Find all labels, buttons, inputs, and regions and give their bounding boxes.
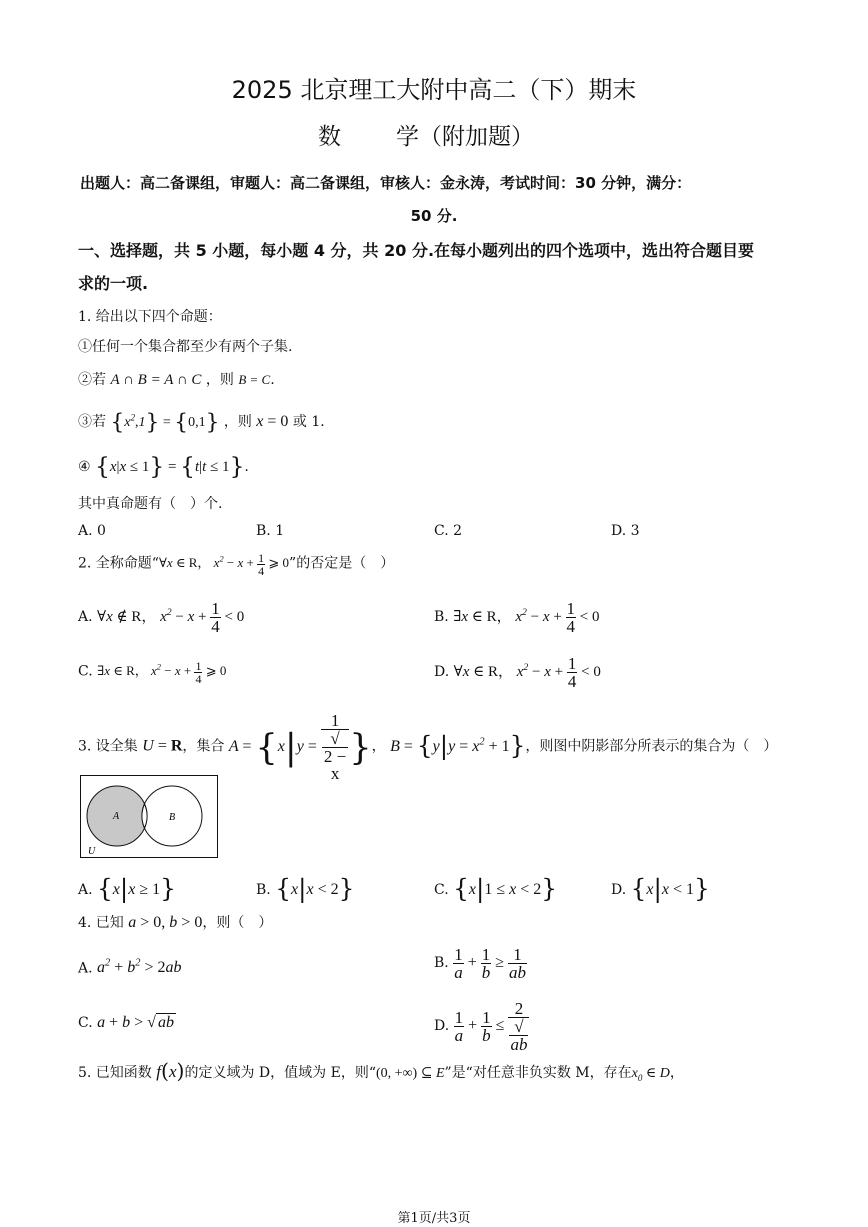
q2-option-c[interactable]: C. ∃x ∈ R， $x^2 - x$ + $\frac{1}{4}$ ⩾ 0 [78, 659, 227, 686]
set-b-label: B [169, 812, 176, 823]
q3-option-c[interactable]: C. {x|1 ≤ x < 2} [434, 874, 558, 903]
q1-option-a[interactable]: A. 0 [78, 523, 106, 539]
q2-stem: 2. 全称命题“∀x ∈ R， $x^2 - x$ + $\frac{1}{4}$ ⩾ 0”的否定是（ ） [78, 551, 395, 578]
q2-option-a[interactable]: A. ∀x ∉ R， $x^2 - x$ + $\frac{1}{4}$ < 0 [78, 599, 245, 636]
set-a-label: A [113, 811, 120, 822]
q4-option-c[interactable]: C. a + b > √ ab [78, 1014, 174, 1031]
q1-option-d[interactable]: D. 3 [611, 523, 640, 539]
q3-stem: 3. 设全集 U = R，集合 A = {x|y = 1 √ 2 − x }， $B = \{y|y = x^2 + 1\}$，则图中阴影部分所表示的集合为（ ） [78, 711, 778, 783]
subject-right: 学（附加题） [396, 124, 534, 150]
page-number: 第1页/共3页 [397, 1211, 471, 1226]
q1-stem: 1. 给出以下四个命题： [78, 309, 222, 325]
q4-option-b[interactable]: B. $\frac{1}{a}$ + $\frac{1}{b}$ ≥ $\frac{1}{ab}$ [434, 945, 527, 982]
q2-option-d[interactable]: D. ∀x ∈ R， $x^2 - x$ + $\frac{1}{4}$ < 0 [434, 654, 601, 691]
q5-stem: 5. 已知函数 f(x)的定义域为 D，值域为 E，则“(0, +∞) ⊆ E”是“对任意非负实数 M，存在$x_0$ ∈ D， [78, 1059, 684, 1083]
q1-proposition-4: ④ {x|x ≤ 1} = {t|t ≤ 1}. [78, 453, 249, 480]
section-heading-line2: 求的一项. [78, 274, 149, 293]
exam-title: 2025 北京理工大附中高二（下）期末 [231, 76, 637, 104]
q1-proposition-3: ③若 $\{x^2,1\} = \{0,1\}$ ，则 x = 0 或 1. [78, 410, 325, 435]
q1-option-b[interactable]: B. 1 [256, 523, 285, 539]
section-heading-line1: 一、选择题，共 5 小题，每小题 4 分，共 20 分.在每小题列出的四个选项中，选出符合题目要 [78, 241, 755, 260]
q4-option-d[interactable]: D. $\frac{1}{a}$ + $\frac{1}{b}$ ≤ 2 √ ab [434, 999, 528, 1054]
q3-option-a[interactable]: A. {x|x ≥ 1} [78, 874, 176, 903]
q1-question: 其中真命题有（ ）个. [78, 496, 223, 512]
exam-info-line2: 50 分. [410, 207, 458, 225]
universal-set-label: U [88, 846, 96, 857]
q1-proposition-2: ②若 A ∩ B = A ∩ C ，则 B = C. [78, 372, 275, 388]
exam-info-line1: 出题人：高二备课组，审题人：高二备课组，审核人：金永涛，考试时间：30 分钟，满分： [80, 174, 692, 192]
subject-left: 数 [318, 124, 341, 150]
intersection-region [142, 804, 147, 828]
q2-option-b[interactable]: B. ∃x ∈ R， $x^2 - x$ + $\frac{1}{4}$ < 0 [434, 599, 600, 636]
q1-proposition-1: ①任何一个集合都至少有两个子集. [78, 339, 293, 355]
q3-option-d[interactable]: D. {x|x < 1} [611, 874, 710, 903]
q4-option-a[interactable]: A. $a^2 + b^2 > 2ab$ [78, 958, 182, 977]
q4-stem: 4. 已知 a > 0, b > 0，则（ ） [78, 914, 273, 931]
q1-option-c[interactable]: C. 2 [434, 523, 463, 539]
venn-diagram [80, 775, 219, 859]
q3-option-b[interactable]: B. {x|x < 2} [256, 874, 355, 903]
